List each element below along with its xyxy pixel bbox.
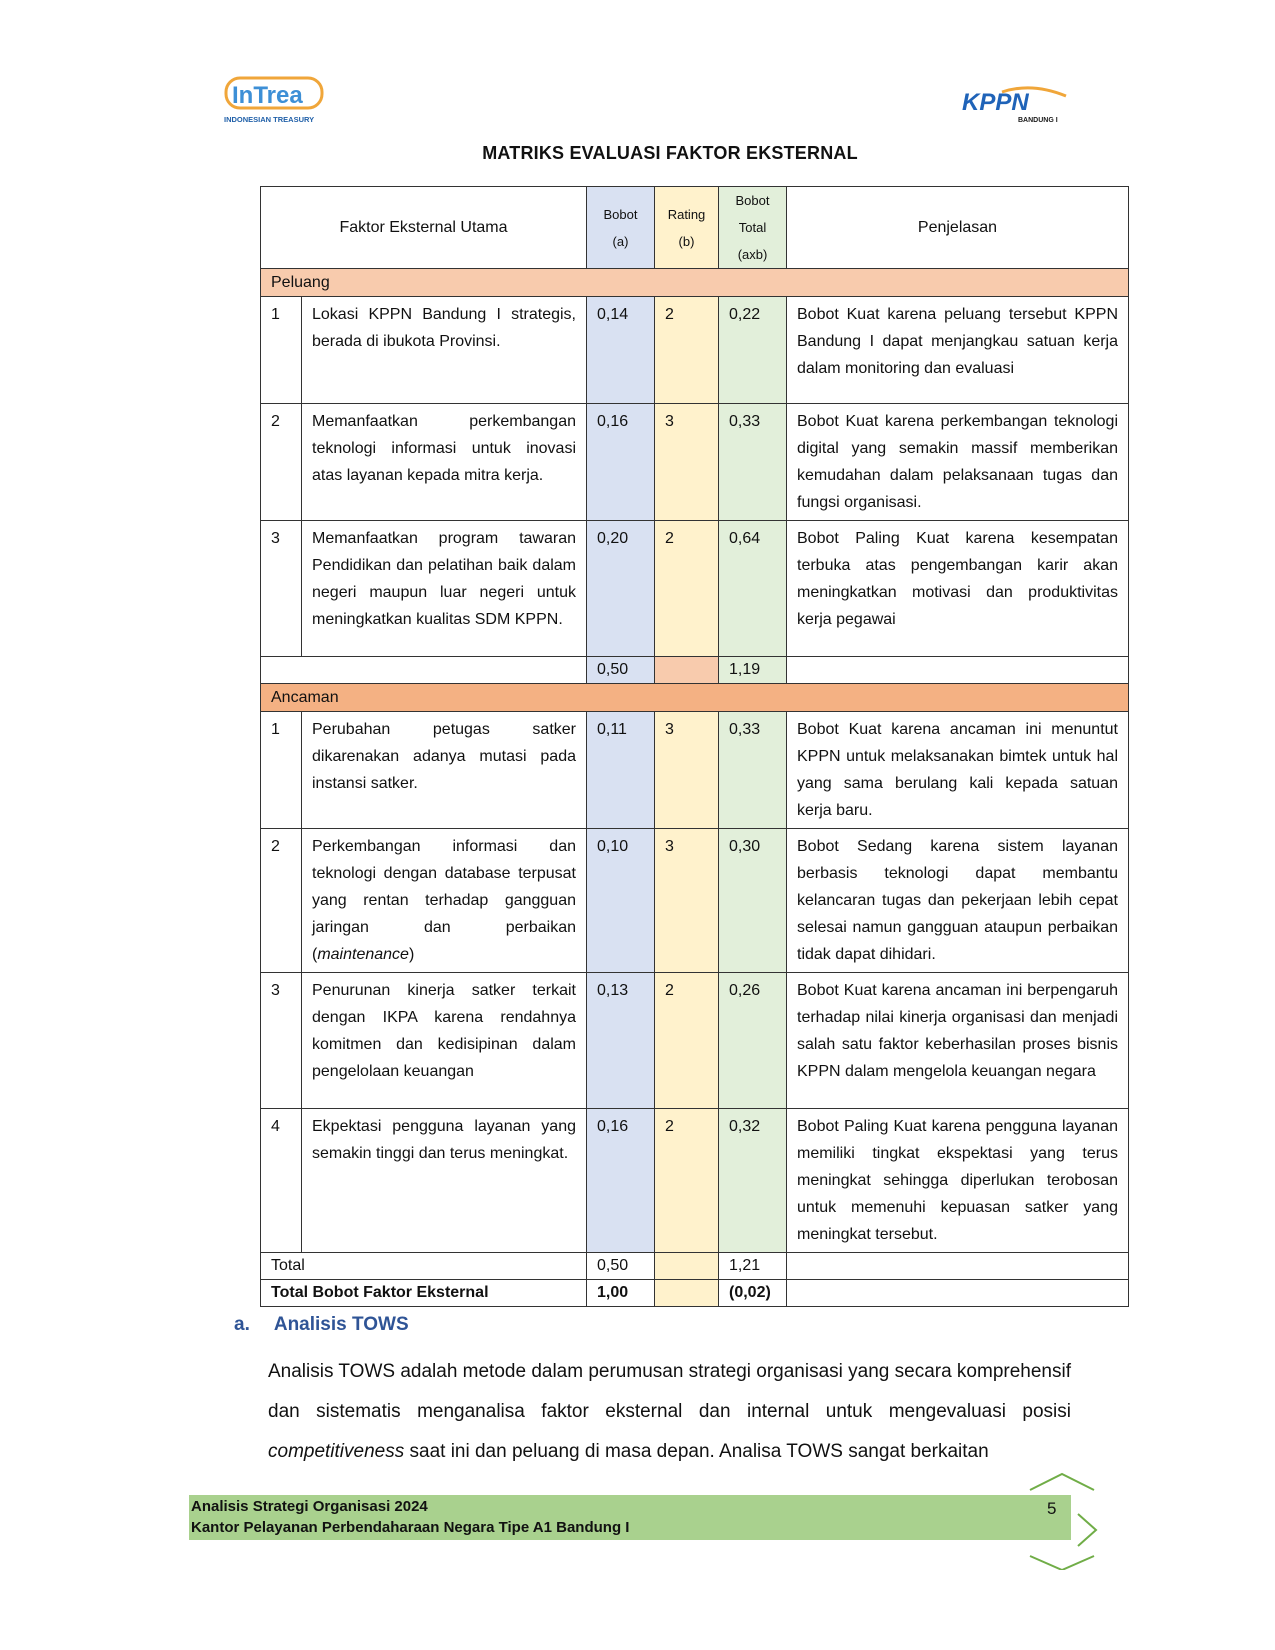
section-peluang: Peluang <box>261 269 1129 297</box>
svg-text:InTrea: InTrea <box>232 82 303 109</box>
svg-text:INDONESIAN TREASURY: INDONESIAN TREASURY <box>224 115 315 124</box>
header-bobot-total: Bobot Total (axb) <box>719 187 787 269</box>
svg-text:BANDUNG I: BANDUNG I <box>1018 117 1058 124</box>
page-number: 5 <box>1047 1499 1057 1518</box>
peluang-subtotal-row: 0,50 1,19 <box>261 657 1129 684</box>
external-factor-matrix <box>260 186 1129 1307</box>
footer-ornament-icon <box>1028 1470 1098 1570</box>
table-row: 3 Memanfaatkan program tawaran Pendidikan dan pelatihan baik dalam negeri maupun luar negeri untuk meningkatkan kualitas SDM KPPN. 0,20 2 0,64 Bobot Paling Kuat karena kesempatan terbuka atas pengembangan karir akan meningkatkan motivasi dan produktivitas kerja pegawai <box>261 521 1129 657</box>
section-title: Analisis TOWS <box>273 1314 409 1335</box>
table-row: 1 Perubahan petugas satker dikarenakan adanya mutasi pada instansi satker. 0,11 3 0,33 Bobot Kuat karena ancaman ini menuntut KPPN untuk melaksanakan bimtek untuk hal yang sama berulang kali kepada satuan kerja baru. <box>261 712 1129 829</box>
header-faktor: Faktor Eksternal Utama <box>261 187 587 269</box>
intrea-logo <box>224 74 324 128</box>
section-heading <box>234 1314 409 1336</box>
kppn-logo <box>962 86 1072 126</box>
header-rating: Rating (b) <box>655 187 719 269</box>
faktor-cell: Perkembangan informasi dan teknologi dengan database terpusat yang rentan terhadap gangguan jaringan dan perbaikan (maintenance) <box>302 829 587 973</box>
body-paragraph: Analisis TOWS adalah metode dalam perumusan strategi organisasi yang secara komprehensif dan sistematis menganalisa faktor eksternal dan internal untuk mengevaluasi posisi competitiveness saat ini dan peluang di masa depan. Analisa TOWS sangat berkaitan <box>268 1361 1071 1462</box>
section-ancaman: Ancaman <box>261 684 1129 712</box>
document-title: MATRIKS EVALUASI FAKTOR EKSTERNAL <box>482 143 858 163</box>
footer-title: Analisis Strategi Organisasi 2024 <box>191 1498 428 1515</box>
table-row: 3 Penurunan kinerja satker terkait dengan IKPA karena rendahnya komitmen dan kedisipinan dalam pengelolaan keuangan 0,13 2 0,26 Bobot Kuat karena ancaman ini berpengaruh terhadap nilai kinerja organisasi dan menjadi salah satu faktor keberhasilan proses bisnis KPPN dalam mengelola keuangan negara <box>261 973 1129 1109</box>
svg-text:KPPN: KPPN <box>962 89 1029 116</box>
table-header-row <box>261 187 1129 269</box>
section-letter: a. <box>234 1314 250 1335</box>
table-row: 1 Lokasi KPPN Bandung I strategis, berada di ibukota Provinsi. 0,14 2 0,22 Bobot Kuat karena peluang tersebut KPPN Bandung I dapat menjangkau satuan kerja dalam monitoring dan evaluasi <box>261 297 1129 404</box>
header-bobot: Bobot (a) <box>587 187 655 269</box>
header-penjelasan: Penjelasan <box>787 187 1129 269</box>
ancaman-total-row: Total 0,50 1,21 <box>261 1253 1129 1280</box>
table-row: 2 Perkembangan informasi dan teknologi dengan database terpusat yang rentan terhadap gangguan jaringan dan perbaikan (maintenance) 0,10 3 0,30 Bobot Sedang karena sistem layanan berbasis teknologi dapat membantu kelancaran tugas dan pekerjaan lebih cepat selesai namun gangguan ataupun perbaikan tidak dapat dihidari. <box>261 829 1129 973</box>
table-row: 2 Memanfaatkan perkembangan teknologi informasi untuk inovasi atas layanan kepada mitra kerja. 0,16 3 0,33 Bobot Kuat karena perkembangan teknologi digital yang semakin massif memberikan kemudahan dalam pelaksanaan tugas dan fungsi organisasi. <box>261 404 1129 521</box>
footer-office: Kantor Pelayanan Perbendaharaan Negara Tipe A1 Bandung I <box>191 1519 630 1536</box>
table-row: 4 Ekpektasi pengguna layanan yang semakin tinggi dan terus meningkat. 0,16 2 0,32 Bobot Paling Kuat karena pengguna layanan memiliki tingkat ekspektasi yang terus meningkat sehingga diperlukan terobosan untuk memenuhi kepuasan satker yang meningkat tersebut. <box>261 1109 1129 1253</box>
grand-total-row: Total Bobot Faktor Eksternal 1,00 (0,02) <box>261 1280 1129 1307</box>
